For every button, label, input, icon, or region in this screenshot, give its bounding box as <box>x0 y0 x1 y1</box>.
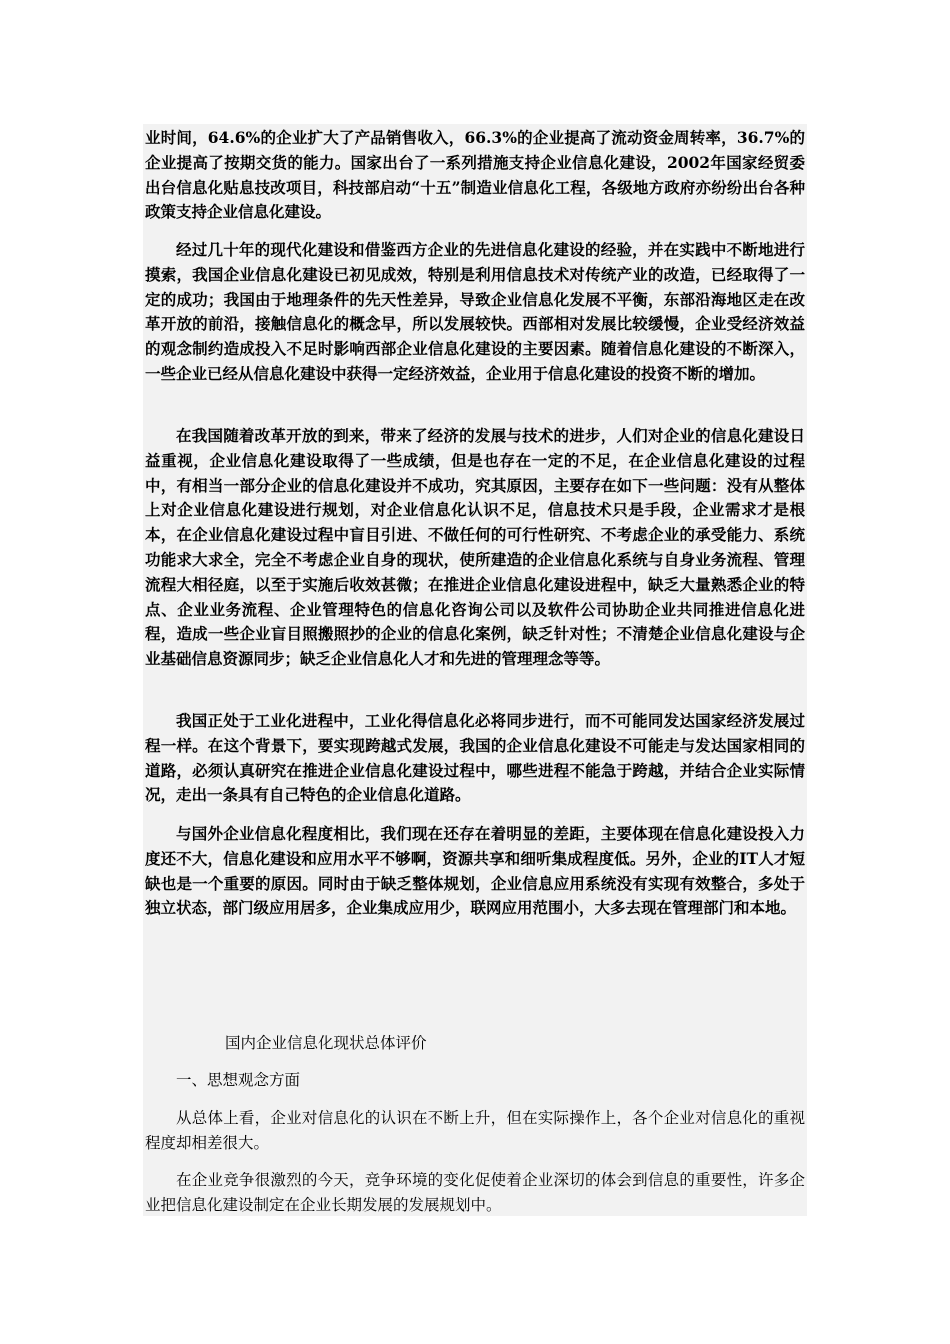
section-paragraph-1: 从总体上看，企业对信息化的认识在不断上升，但在实际操作上，各个企业对信息化的重视程度却相差很大。 <box>145 1109 805 1152</box>
paragraph-3: 在我国随着改革开放的到来，带来了经济的发展与技术的进步，人们对企业的信息化建设日益重视，企业信息化建设取得了一些成绩，但是也存在一定的不足，在企业信息化建设的过程中，有相当一部分企业的信息化建设并不成功，究其原因，主要存在如下一些问题：没有从整体上对企业信息化建设进行规划，对企业信息化认识不足，信息技术只是手段，企业需求才是根本，在企业信息化建设过程中盲目引进、不做任何的可行性研究、不考虑企业的承受能力、系统功能求大求全，完全不考虑企业自身的现状，使所建造的企业信息化系统与自身业务流程、管理流程大相径庭，以至于实施后收效甚微；在推进企业信息化建设进程中，缺乏大量熟悉企业的特点、企业业务流程、企业管理特色的信息化咨询公司以及软件公司协助企业共同推进信息化进程，造成一些企业盲目照搬照抄的企业的信息化案例，缺乏针对性；不清楚企业信息化建设与企业基础信息资源同步；缺乏企业信息化人才和先进的管理理念等等。 <box>145 426 805 669</box>
paragraph-1: 业时间，64.6%的企业扩大了产品销售收入，66.3%的企业提高了流动资金周转率，36.7%的企业提高了按期交货的能力。国家出台了一系列措施支持企业信息化建设，2002年国家经贸委出台信息化贴息技改项目，科技部启动“十五”制造业信息化工程，各级地方政府亦纷纷出台各种政策支持企业信息化建设。 <box>145 128 805 222</box>
paragraph-5: 与国外企业信息化程度相比，我们现在还存在着明显的差距，主要体现在信息化建设投入力度还不大，信息化建设和应用水平不够啊，资源共享和细听集成程度低。另外，企业的IT人才短缺也是一个重要的原因。同时由于缺乏整体规划，企业信息应用系统没有实现有效整合，多处于独立状态，部门级应用居多，企业集成应用少，联网应用范围小，大多去现在管理部门和本地。 <box>145 824 805 918</box>
section-subheading: 一、思想观念方面 <box>176 1071 301 1089</box>
section-paragraph-2: 在企业竞争很激烈的今天，竞争环境的变化促使着企业深切的体会到信息的重要性，许多企业把信息化建设制定在企业长期发展的发展规划中。 <box>145 1171 805 1214</box>
paragraph-2: 经过几十年的现代化建设和借鉴西方企业的先进信息化建设的经验，并在实践中不断地进行摸索，我国企业信息化建设已初见成效，特别是利用信息技术对传统产业的改造，已经取得了一定的成功；我国由于地理条件的先天性差异，导致企业信息化发展不平衡，东部沿海地区走在改革开放的前沿，接触信息化的概念早，所以发展较快。西部相对发展比较缓慢，企业受经济效益的观念制约造成投入不足时影响西部企业信息化建设的主要因素。随着信息化建设的不断深入，一些企业已经从信息化建设中获得一定经济效益，企业用于信息化建设的投资不断的增加。 <box>145 240 805 383</box>
paragraph-4: 我国正处于工业化进程中，工业化得信息化必将同步进行，而不可能同发达国家经济发展过程一样。在这个背景下，要实现跨越式发展，我国的企业信息化建设不可能走与发达国家相同的道路，必须认真研究在推进企业信息化建设过程中，哪些进程不能急于跨越，并结合企业实际情况，走出一条具有自己特色的企业信息化道路。 <box>145 711 805 805</box>
section-title: 国内企业信息化现状总体评价 <box>225 1034 427 1052</box>
